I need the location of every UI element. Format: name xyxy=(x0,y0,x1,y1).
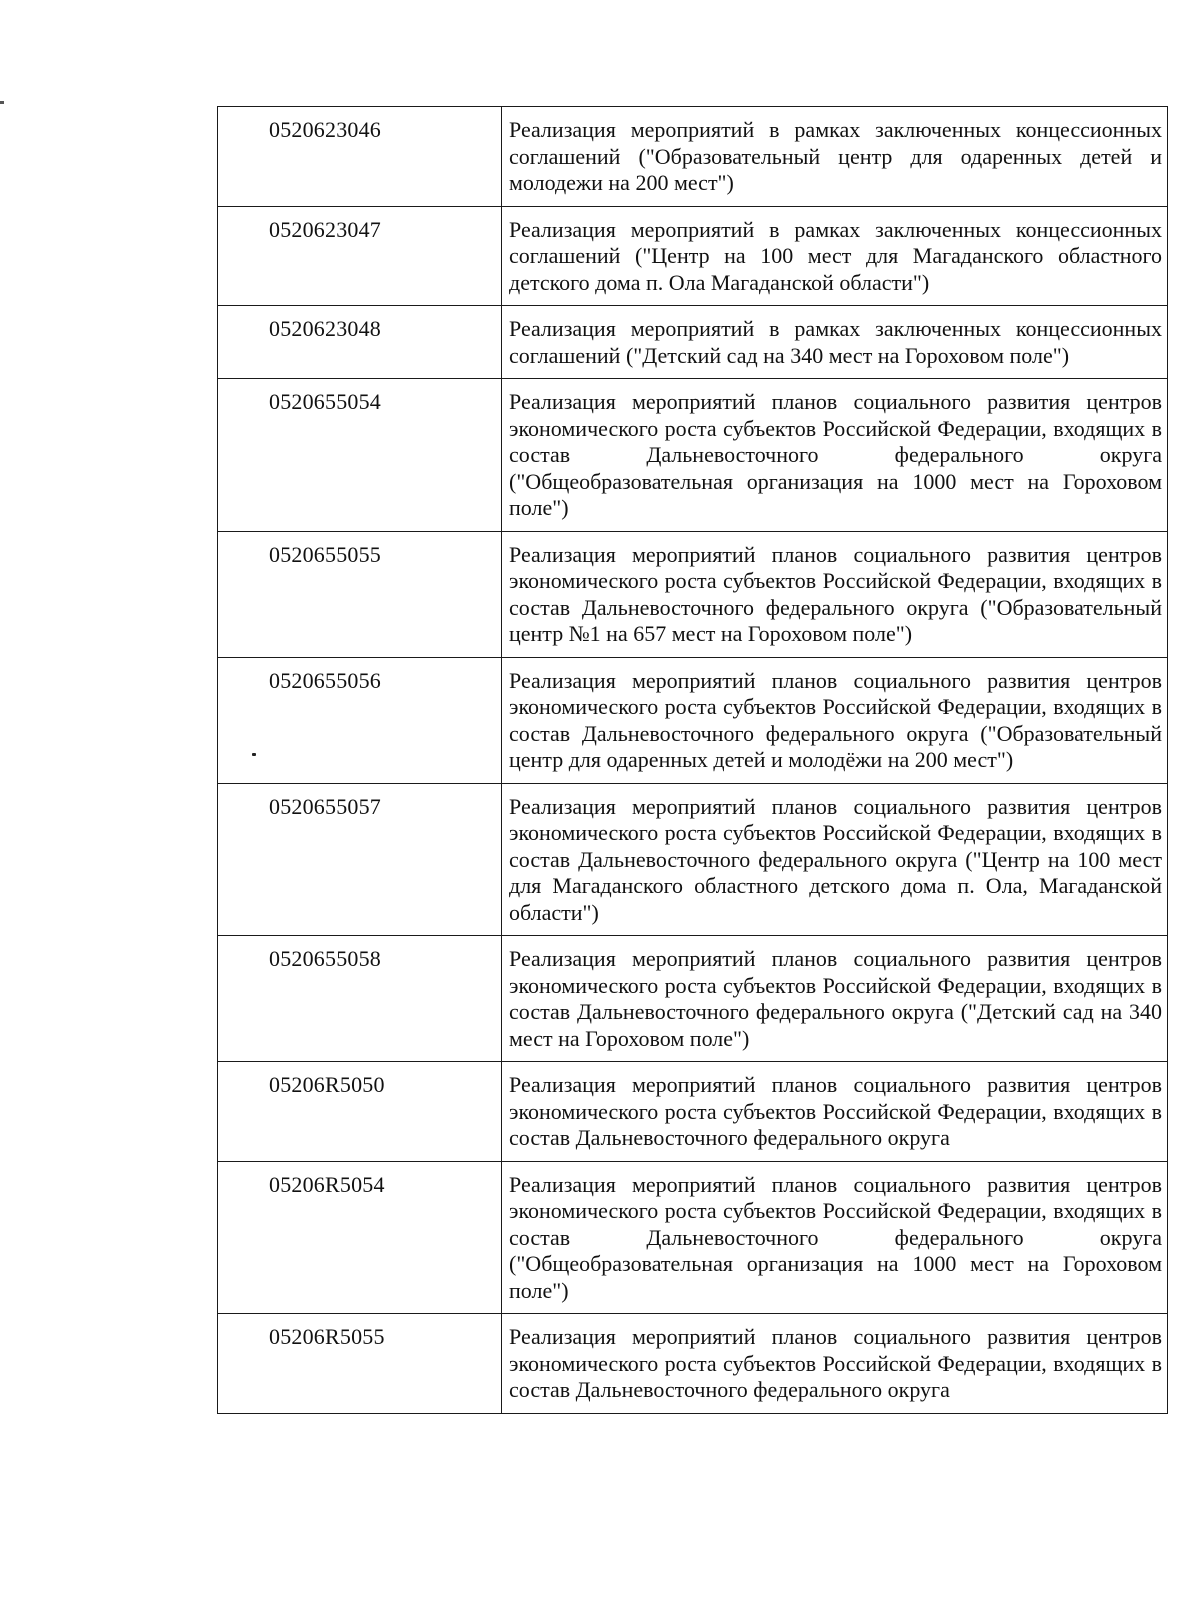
code-cell: 0520655056 xyxy=(218,657,502,783)
description-cell: Реализация мероприятий планов социального развития центров экономического роста субъектов Российской Федерации, входящих в состав Дальневосточного федерального округа ("Образовательный центр №1 на 657 мест на Гороховом поле") xyxy=(502,531,1168,657)
description-cell: Реализация мероприятий в рамках заключенных концессионных соглашений ("Центр на 100 мест для Магаданского областного детского дома п. Ола Магаданской области") xyxy=(502,206,1168,306)
code-cell: 0520623047 xyxy=(218,206,502,306)
code-cell: 0520655055 xyxy=(218,531,502,657)
table-row xyxy=(218,379,1168,532)
table-row xyxy=(218,657,1168,783)
table-row xyxy=(218,1062,1168,1162)
description-cell: Реализация мероприятий в рамках заключенных концессионных соглашений ("Образовательный центр для одаренных детей и молодежи на 200 мест") xyxy=(502,107,1168,207)
table-row xyxy=(218,531,1168,657)
description-cell: Реализация мероприятий планов социального развития центров экономического роста субъектов Российской Федерации, входящих в состав Дальневосточного федерального округа ("Общеобразовательная организация на 1000 мест на Гороховом поле") xyxy=(502,379,1168,532)
code-cell: 05206R5055 xyxy=(218,1314,502,1414)
table-row xyxy=(218,107,1168,207)
description-cell: Реализация мероприятий планов социального развития центров экономического роста субъектов Российской Федерации, входящих в состав Дальневосточного федерального округа ("Общеобразовательная организация на 1000 мест на Гороховом поле") xyxy=(502,1161,1168,1314)
scan-artifact-mark xyxy=(0,101,4,104)
code-cell: 0520623048 xyxy=(218,306,502,379)
table-row xyxy=(218,783,1168,936)
description-cell: Реализация мероприятий планов социального развития центров экономического роста субъектов Российской Федерации, входящих в состав Дальневосточного федерального округа xyxy=(502,1062,1168,1162)
description-cell: Реализация мероприятий планов социального развития центров экономического роста субъектов Российской Федерации, входящих в состав Дальневосточного федерального округа ("Детский сад на 340 мест на Гороховом поле") xyxy=(502,936,1168,1062)
description-cell: Реализация мероприятий в рамках заключенных концессионных соглашений ("Детский сад на 340 мест на Гороховом поле") xyxy=(502,306,1168,379)
code-cell: 0520623046 xyxy=(218,107,502,207)
code-cell: 0520655057 xyxy=(218,783,502,936)
table-row xyxy=(218,306,1168,379)
code-cell: 05206R5054 xyxy=(218,1161,502,1314)
table-row xyxy=(218,206,1168,306)
description-cell: Реализация мероприятий планов социального развития центров экономического роста субъектов Российской Федерации, входящих в состав Дальневосточного федерального округа ("Центр на 100 мест для Магаданского областного детского дома п. Ола, Магаданской области") xyxy=(502,783,1168,936)
code-cell: 05206R5050 xyxy=(218,1062,502,1162)
code-cell: 0520655058 xyxy=(218,936,502,1062)
table-row xyxy=(218,1314,1168,1414)
budget-code-table xyxy=(217,106,1168,1414)
table-row xyxy=(218,1161,1168,1314)
description-cell: Реализация мероприятий планов социального развития центров экономического роста субъектов Российской Федерации, входящих в состав Дальневосточного федерального округа ("Образовательный центр для одаренных детей и молодёжи на 200 мест") xyxy=(502,657,1168,783)
code-cell: 0520655054 xyxy=(218,379,502,532)
table-row xyxy=(218,936,1168,1062)
description-cell: Реализация мероприятий планов социального развития центров экономического роста субъектов Российской Федерации, входящих в состав Дальневосточного федерального округа xyxy=(502,1314,1168,1414)
